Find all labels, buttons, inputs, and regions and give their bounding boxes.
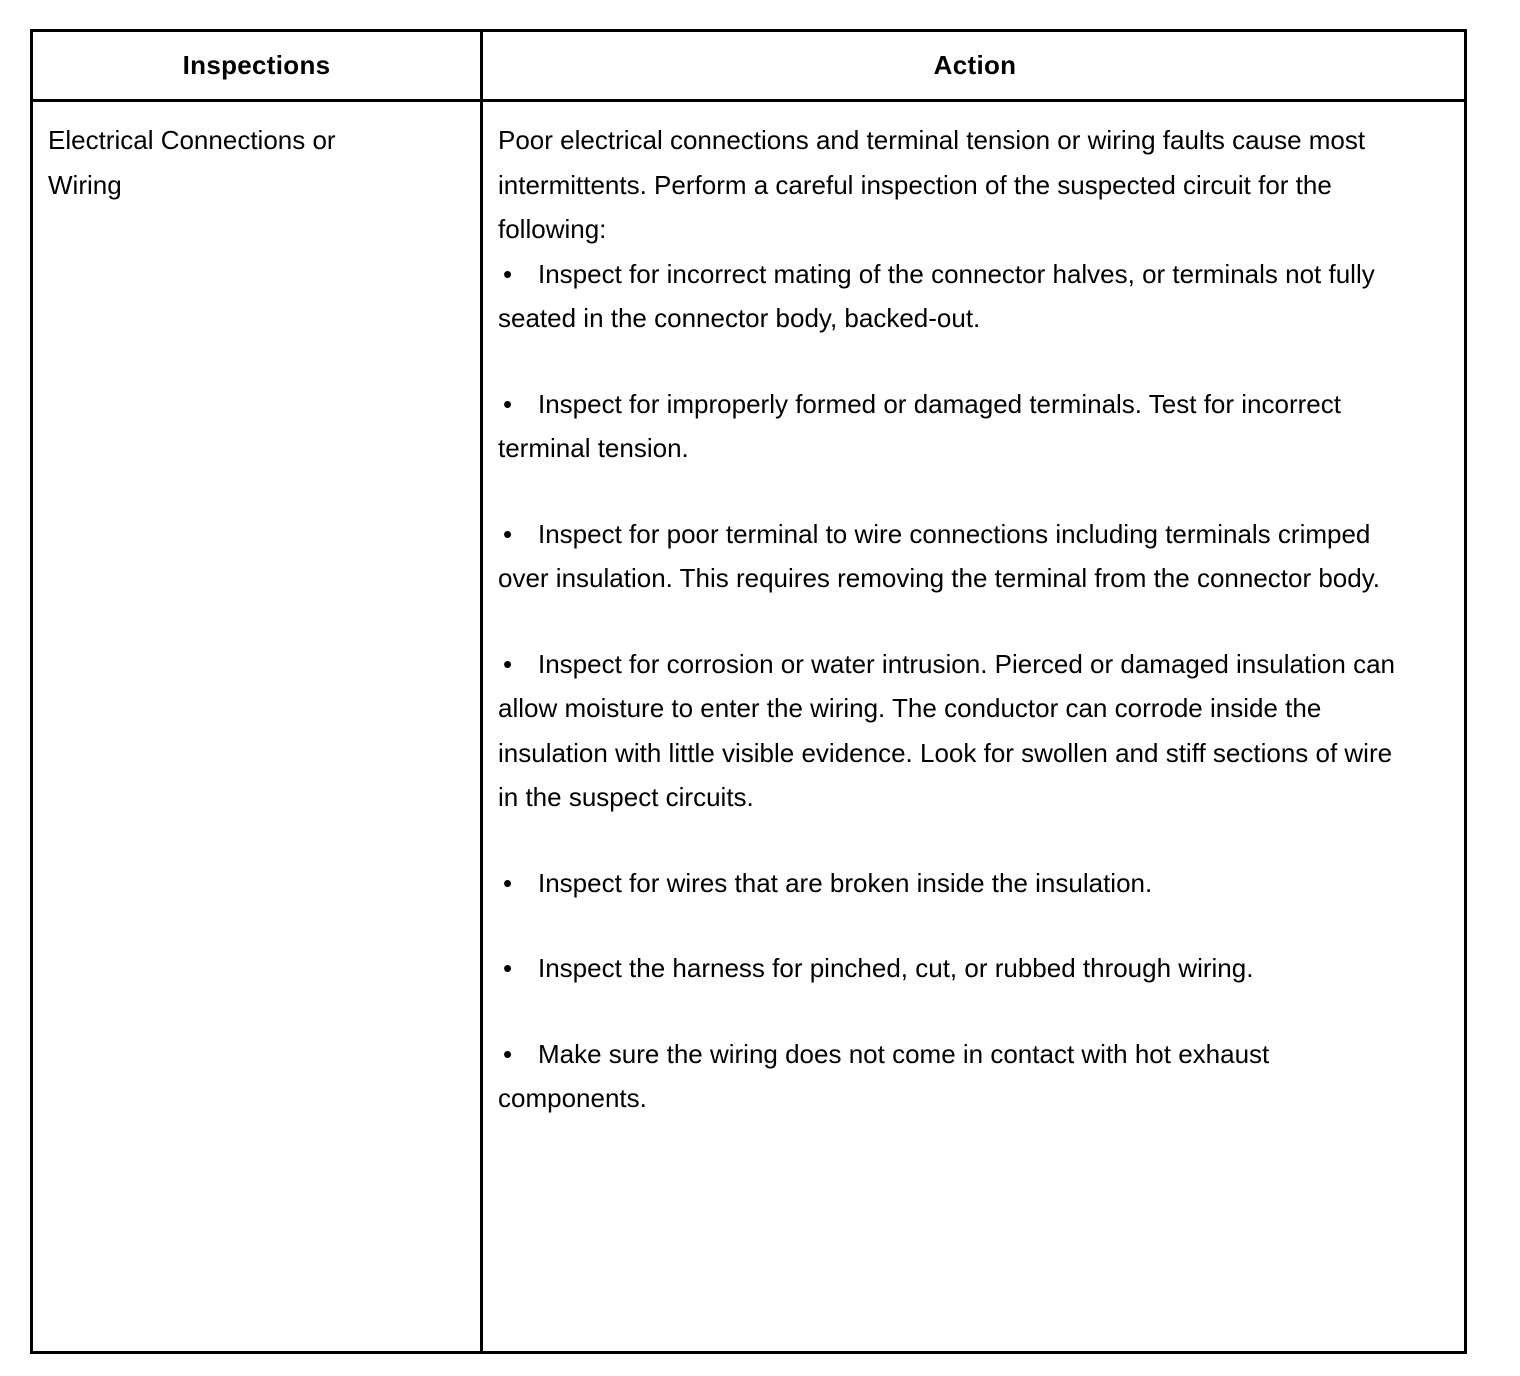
action-item-text: Make sure the wiring does not come in contact with hot exhaust components. xyxy=(498,1038,1270,1113)
action-item-text: Inspect for incorrect mating of the connector halves, or terminals not fully seated in the connector body, backed-out. xyxy=(498,258,1375,333)
bullet-icon: • xyxy=(503,867,513,898)
action-item-text: Inspect for wires that are broken inside the insulation. xyxy=(538,867,1153,898)
action-item xyxy=(498,382,1398,471)
bullet-icon: • xyxy=(503,258,513,289)
action-item xyxy=(498,1032,1398,1121)
header-inspections: Inspections xyxy=(182,50,331,80)
action-item xyxy=(498,642,1398,820)
bullet-icon: • xyxy=(503,388,513,419)
action-item-text: Inspect for poor terminal to wire connections including terminals crimped over insulation. This requires removing the terminal from the connector body. xyxy=(498,518,1381,593)
action-item xyxy=(498,252,1398,341)
action-cell xyxy=(498,118,1398,1121)
bullet-icon: • xyxy=(503,648,513,679)
header-action: Action xyxy=(933,50,1017,80)
inspection-cell: Electrical Connections or Wiring xyxy=(48,125,336,200)
inspection-table xyxy=(30,29,1467,1354)
action-item-text: Inspect for improperly formed or damaged terminals. Test for incorrect terminal tension. xyxy=(498,388,1341,463)
action-intro: Poor electrical connections and terminal tension or wiring faults cause most intermittents. Perform a careful inspection of the suspected circuit for the following: xyxy=(498,125,1366,244)
action-item-text: Inspect the harness for pinched, cut, or rubbed through wiring. xyxy=(538,953,1254,983)
action-item xyxy=(498,512,1398,601)
header-divider xyxy=(33,99,1464,102)
action-item-text: Inspect for corrosion or water intrusion. Pierced or damaged insulation can allow moisture to enter the wiring. The conductor can corrode inside the insulation with little visible evidence. Look for swollen and stiff sections of wire in the suspect circuits. xyxy=(498,648,1395,812)
column-divider xyxy=(480,32,483,1351)
action-item xyxy=(498,946,1398,991)
bullet-icon: • xyxy=(503,518,513,549)
action-item xyxy=(498,861,1398,906)
bullet-icon: • xyxy=(503,953,513,983)
bullet-icon: • xyxy=(503,1038,513,1069)
